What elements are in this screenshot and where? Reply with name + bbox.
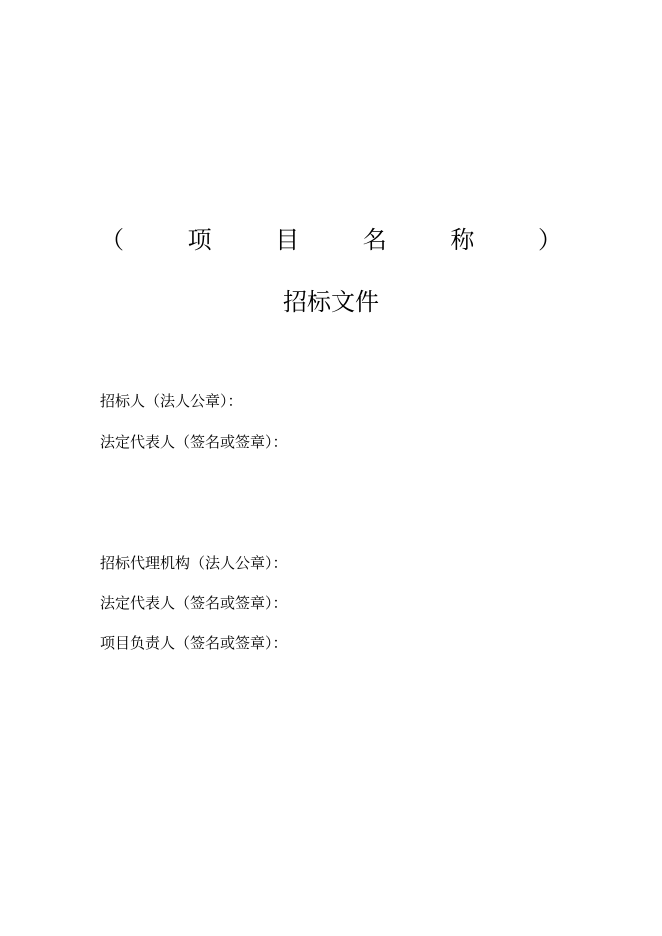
project-name-close-paren: ） [537,226,562,254]
project-manager-label: 项目负责人（签名或签章）： [100,634,288,652]
project-name-heading [100,224,562,256]
document-title: 招标文件 [283,288,379,316]
project-name-char: 目 [275,226,300,254]
project-name-char: 名 [362,226,387,254]
tenderer-seal-label: 招标人（法人公章）： [100,392,243,410]
project-name-char: 称 [450,226,475,254]
tenderer-representative-label: 法定代表人（签名或签章）： [100,433,288,451]
agency-representative-label: 法定代表人（签名或签章）： [100,594,288,612]
project-name-char: 项 [187,226,212,254]
agency-seal-label: 招标代理机构（法人公章）： [100,554,288,572]
project-name-open-paren: （ [100,226,124,254]
